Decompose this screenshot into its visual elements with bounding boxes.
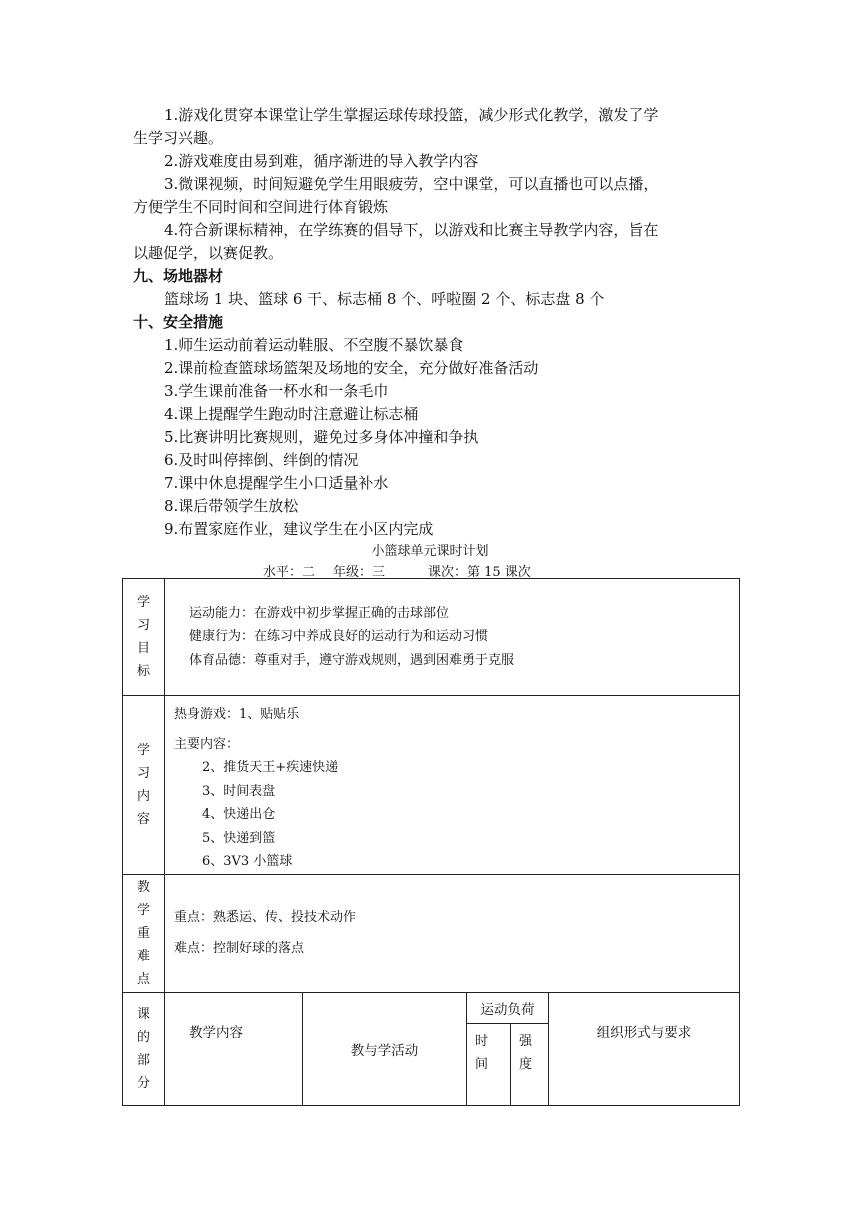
safety-item: 1.师生运动前着运动鞋服、不空腹不暴饮暴食: [164, 336, 464, 354]
paragraph-2: 2.游戏难度由易到难，循序渐进的导入教学内容: [164, 152, 479, 170]
key-point: 重点：熟悉运、传、投技术动作: [174, 910, 357, 925]
main-content-item: 5、快递到篮: [202, 830, 276, 846]
main-content-item: 2、推货天王+疾速快递: [202, 760, 339, 775]
safety-item: 9.布置家庭作业，建议学生在小区内完成: [164, 520, 434, 538]
plan-level: 水平：二: [263, 565, 316, 580]
main-content-label: 主要内容：: [174, 736, 240, 752]
safety-item: 2.课前检查篮球场篮架及场地的安全，充分做好准备活动: [164, 359, 539, 377]
plan-grade: 年级：三: [333, 565, 386, 580]
difficult-point: 难点：控制好球的落点: [174, 940, 305, 956]
keypoints-cell: [165, 874, 740, 992]
paragraph-4-line-1: 4.符合新课标精神，在学练赛的倡导下，以游戏和比赛主导教学内容，旨在: [164, 221, 659, 239]
content-label: 学 习 内 容: [123, 696, 165, 875]
section-9-content: 篮球场 1 块、篮球 6 干、标志桶 8 个、呼啦圈 2 个、标志盘 8 个: [164, 290, 605, 308]
plan-title: 小篮球单元课时计划: [371, 544, 489, 559]
section-10-heading: 十、安全措施: [133, 313, 224, 331]
teaching-content-header: 教学内容: [165, 992, 303, 1105]
safety-item: 8.课后带领学生放松: [164, 497, 299, 515]
lesson-plan-table: [122, 578, 740, 1106]
safety-item: 4.课上提醒学生跑动时注意避让标志桶: [164, 405, 419, 423]
paragraph-4-line-2: 以趣促学，以赛促教。: [133, 244, 284, 262]
part-label: 课 的 部 分: [123, 992, 165, 1105]
plan-lesson: 课次：第 15 课次: [428, 565, 531, 580]
goal-item: 运动能力：在游戏中初步掌握正确的击球部位: [189, 605, 450, 621]
safety-item: 7.课中休息提醒学生小口适量补水: [164, 474, 389, 492]
goals-cell: [165, 579, 740, 696]
main-content-item: 3、时间表盘: [202, 783, 276, 799]
main-content-item: 4、快递出仓: [202, 807, 276, 822]
main-content-item: 6、3V3 小篮球: [202, 854, 293, 869]
load-header: 运动负荷: [467, 992, 549, 1023]
intensity-header: 强 度: [511, 1023, 549, 1105]
time-header: 时 间: [467, 1023, 511, 1105]
keypoints-label: 教 学 重 难 点: [123, 874, 165, 992]
section-9-heading: 九、场地器材: [133, 267, 224, 285]
content-cell: [165, 696, 740, 875]
safety-item: 3.学生课前准备一杯水和一条毛巾: [164, 382, 389, 400]
goal-item: 健康行为：在练习中养成良好的运动行为和运动习惯: [189, 629, 489, 645]
activities-header: 教与学活动: [303, 992, 467, 1105]
paragraph-1-line-2: 生学习兴趣。: [133, 129, 224, 147]
paragraph-3-line-2: 方便学生不同时间和空间进行体育锻炼: [133, 198, 389, 216]
safety-item: 6.及时叫停摔倒、绊倒的情况: [164, 451, 359, 469]
goals-label: 学 习 目 标: [123, 579, 165, 696]
paragraph-1-line-1: 1.游戏化贯穿本课堂让学生掌握运球传球投篮，减少形式化教学，激发了学: [164, 106, 659, 124]
goal-item: 体育品德：尊重对手，遵守游戏规则，遇到困难勇于克服: [189, 652, 515, 668]
warmup-game: 热身游戏：1、贴贴乐: [174, 707, 300, 722]
organization-header: 组织形式与要求: [549, 992, 740, 1105]
paragraph-3-line-1: 3.微课视频，时间短避免学生用眼疲劳，空中课堂，可以直播也可以点播，: [164, 175, 659, 193]
safety-item: 5.比赛讲明比赛规则，避免过多身体冲撞和争执: [164, 428, 479, 446]
